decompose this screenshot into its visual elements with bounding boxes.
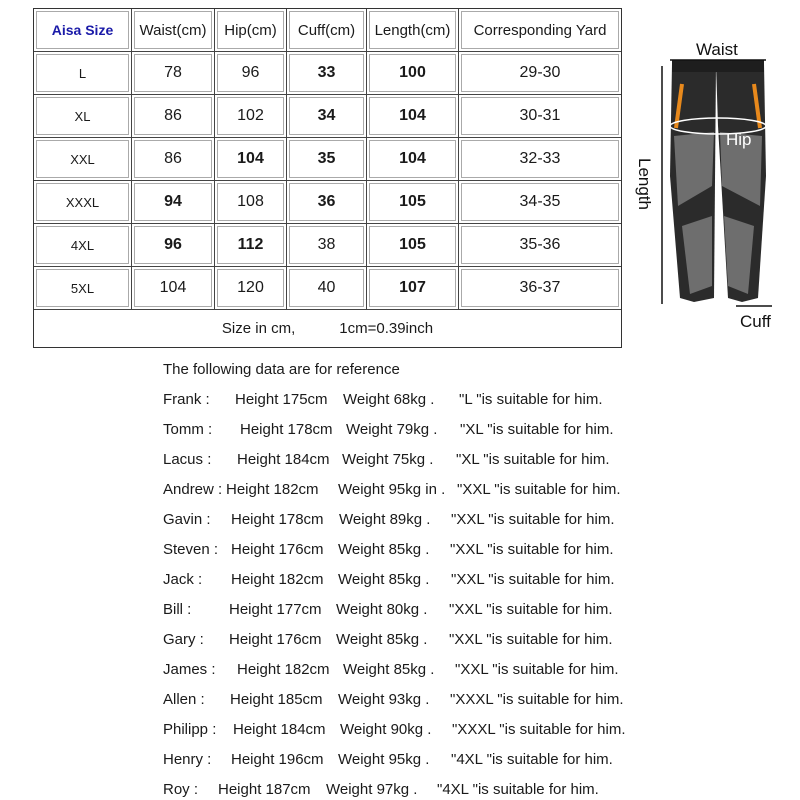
reference-weight: Weight 97kg . (326, 781, 418, 798)
table-cell (34, 267, 132, 310)
cell-text: 96 (134, 226, 212, 264)
table-row (34, 267, 621, 310)
reference-height: Height 184cm (233, 721, 326, 738)
table-cell (132, 138, 215, 181)
table-cell (215, 95, 287, 138)
table-cell (459, 95, 621, 138)
reference-weight: Weight 90kg . (340, 721, 432, 738)
cell-text: 30-31 (461, 97, 619, 135)
table-row (34, 181, 621, 224)
table-cell (287, 267, 367, 310)
cell-text: Length(cm) (369, 11, 456, 49)
reference-name: Frank : (163, 391, 210, 408)
table-row (34, 224, 621, 267)
table-cell (287, 181, 367, 224)
reference-fit: "XXL "is suitable for him. (451, 511, 615, 528)
waist-label: Waist (696, 40, 738, 59)
table-row (34, 52, 621, 95)
pants-measurement-diagram (635, 36, 790, 336)
table-cell (215, 224, 287, 267)
cell-text: Corresponding Yard (461, 11, 619, 49)
cuff-label: Cuff (740, 312, 771, 331)
reference-fit: "XXL "is suitable for him. (449, 601, 613, 618)
table-cell (34, 138, 132, 181)
length-label: Length (635, 158, 654, 210)
table-cell (215, 181, 287, 224)
table-cell (367, 267, 459, 310)
table-cell (215, 138, 287, 181)
cell-text: 120 (217, 269, 284, 307)
cell-text: 86 (134, 97, 212, 135)
reference-weight: Weight 85kg . (336, 631, 428, 648)
table-cell (215, 52, 287, 95)
cell-text: 5XL (36, 269, 129, 307)
reference-weight: Weight 89kg . (339, 511, 431, 528)
reference-height: Height 178cm (240, 421, 333, 438)
reference-fit: "XXL "is suitable for him. (457, 481, 621, 498)
table-cell (367, 181, 459, 224)
cell-text: 112 (217, 226, 284, 264)
reference-fit: "XXL "is suitable for him. (449, 631, 613, 648)
cell-text: 104 (369, 97, 456, 135)
footer-unit-note: Size in cm, (221, 319, 296, 337)
cell-text: 104 (369, 140, 456, 178)
reference-weight: Weight 85kg . (343, 661, 435, 678)
reference-height: Height 177cm (229, 601, 322, 618)
table-header-cell (287, 9, 367, 52)
table-cell (132, 224, 215, 267)
cell-text: 35-36 (461, 226, 619, 264)
table-row (34, 95, 621, 138)
reference-height: Height 187cm (218, 781, 311, 798)
cell-text: 78 (134, 54, 212, 92)
reference-height: Height 176cm (231, 541, 324, 558)
reference-name: Allen : (163, 691, 205, 708)
footer-conversion-note: 1cm=0.39inch (339, 319, 434, 337)
table-cell (459, 267, 621, 310)
table-cell (34, 181, 132, 224)
reference-name: Andrew : (163, 481, 223, 498)
table-cell (287, 224, 367, 267)
cell-text: 105 (369, 183, 456, 221)
reference-weight: Weight 85kg . (338, 541, 430, 558)
reference-name: Roy : (163, 781, 199, 798)
cell-text: 34-35 (461, 183, 619, 221)
reference-height: Height 196cm (231, 751, 324, 768)
cell-text: Cuff(cm) (289, 11, 364, 49)
reference-name: Philipp : (163, 721, 217, 738)
table-cell (34, 52, 132, 95)
reference-weight: Weight 95kg . (338, 751, 430, 768)
cell-text: 40 (289, 269, 364, 307)
reference-name: Gavin : (163, 511, 211, 528)
cell-text: 86 (134, 140, 212, 178)
table-cell (287, 138, 367, 181)
reference-fit: "4XL "is suitable for him. (451, 751, 613, 768)
table-cell (34, 224, 132, 267)
reference-weight: Weight 95kg in . (338, 481, 446, 498)
reference-fit: "L "is suitable for him. (459, 391, 603, 408)
cell-text: 94 (134, 183, 212, 221)
reference-weight: Weight 80kg . (336, 601, 428, 618)
cell-text: 4XL (36, 226, 129, 264)
table-cell (367, 52, 459, 95)
cell-text: 35 (289, 140, 364, 178)
reference-name: Steven : (163, 541, 219, 558)
reference-name: James : (163, 661, 216, 678)
cell-text: L (36, 54, 129, 92)
cell-text: Waist(cm) (134, 11, 212, 49)
reference-height: Height 176cm (229, 631, 322, 648)
reference-name: Jack : (163, 571, 203, 588)
reference-fit: "XXL "is suitable for him. (451, 571, 615, 588)
reference-height: Height 178cm (231, 511, 324, 528)
table-cell (459, 138, 621, 181)
reference-fit: "XL "is suitable for him. (460, 421, 614, 438)
cell-text: 34 (289, 97, 364, 135)
table-cell (459, 52, 621, 95)
cell-text: 96 (217, 54, 284, 92)
table-cell (34, 95, 132, 138)
table-cell (287, 95, 367, 138)
table-cell (287, 52, 367, 95)
reference-weight: Weight 79kg . (346, 421, 438, 438)
reference-height: Height 182cm (237, 661, 330, 678)
table-header-cell (459, 9, 621, 52)
reference-weight: Weight 68kg . (343, 391, 435, 408)
table-cell (132, 95, 215, 138)
reference-name: Tomm : (163, 421, 213, 438)
cell-text: 105 (369, 226, 456, 264)
reference-height: Height 175cm (235, 391, 328, 408)
cell-text: 108 (217, 183, 284, 221)
table-cell (459, 224, 621, 267)
cell-text: 107 (369, 269, 456, 307)
cell-text: 33 (289, 54, 364, 92)
hip-label: Hip (726, 130, 752, 149)
waistband (672, 60, 764, 72)
cell-text: XL (36, 97, 129, 135)
reference-weight: Weight 75kg . (342, 451, 434, 468)
reference-height: Height 182cm (231, 571, 324, 588)
table-header-cell (367, 9, 459, 52)
cell-text: 104 (217, 140, 284, 178)
table-header-cell (215, 9, 287, 52)
table-cell (132, 181, 215, 224)
cell-text: Aisa Size (36, 11, 129, 49)
table-cell (367, 138, 459, 181)
cell-text: 100 (369, 54, 456, 92)
reference-height: Height 184cm (237, 451, 330, 468)
reference-weight: Weight 85kg . (338, 571, 430, 588)
cell-text: 102 (217, 97, 284, 135)
cell-text: XXXL (36, 183, 129, 221)
cell-text: 104 (134, 269, 212, 307)
reference-fit: "XXXL "is suitable for him. (450, 691, 624, 708)
reference-weight: Weight 93kg . (338, 691, 430, 708)
table-cell (215, 267, 287, 310)
reference-fit: "XXL "is suitable for him. (455, 661, 619, 678)
table-cell (132, 52, 215, 95)
reference-fit: "XL "is suitable for him. (456, 451, 610, 468)
trousers-icon (640, 36, 790, 336)
table-cell (367, 95, 459, 138)
reference-height: Height 185cm (230, 691, 323, 708)
cell-text: XXL (36, 140, 129, 178)
cell-text: 36 (289, 183, 364, 221)
table-cell (367, 224, 459, 267)
reference-name: Henry : (163, 751, 212, 768)
cell-text: Hip(cm) (217, 11, 284, 49)
size-chart-table (33, 8, 622, 348)
reference-name: Lacus : (163, 451, 212, 468)
cell-text: 38 (289, 226, 364, 264)
table-header-row (34, 9, 621, 52)
table-header-cell (132, 9, 215, 52)
reference-fit: "XXXL "is suitable for him. (452, 721, 626, 738)
cell-text: 29-30 (461, 54, 619, 92)
cell-text: 36-37 (461, 269, 619, 307)
reference-name: Gary : (163, 631, 204, 648)
reference-fit: "XXL "is suitable for him. (450, 541, 614, 558)
reference-title: The following data are for reference (163, 361, 400, 378)
cell-text: 32-33 (461, 140, 619, 178)
table-row (34, 138, 621, 181)
table-cell (132, 267, 215, 310)
reference-height: Height 182cm (226, 481, 319, 498)
reference-fit: "4XL "is suitable for him. (437, 781, 599, 798)
table-footer (34, 309, 621, 347)
reference-name: Bill : (163, 601, 192, 618)
table-cell (459, 181, 621, 224)
table-header-cell (34, 9, 132, 52)
